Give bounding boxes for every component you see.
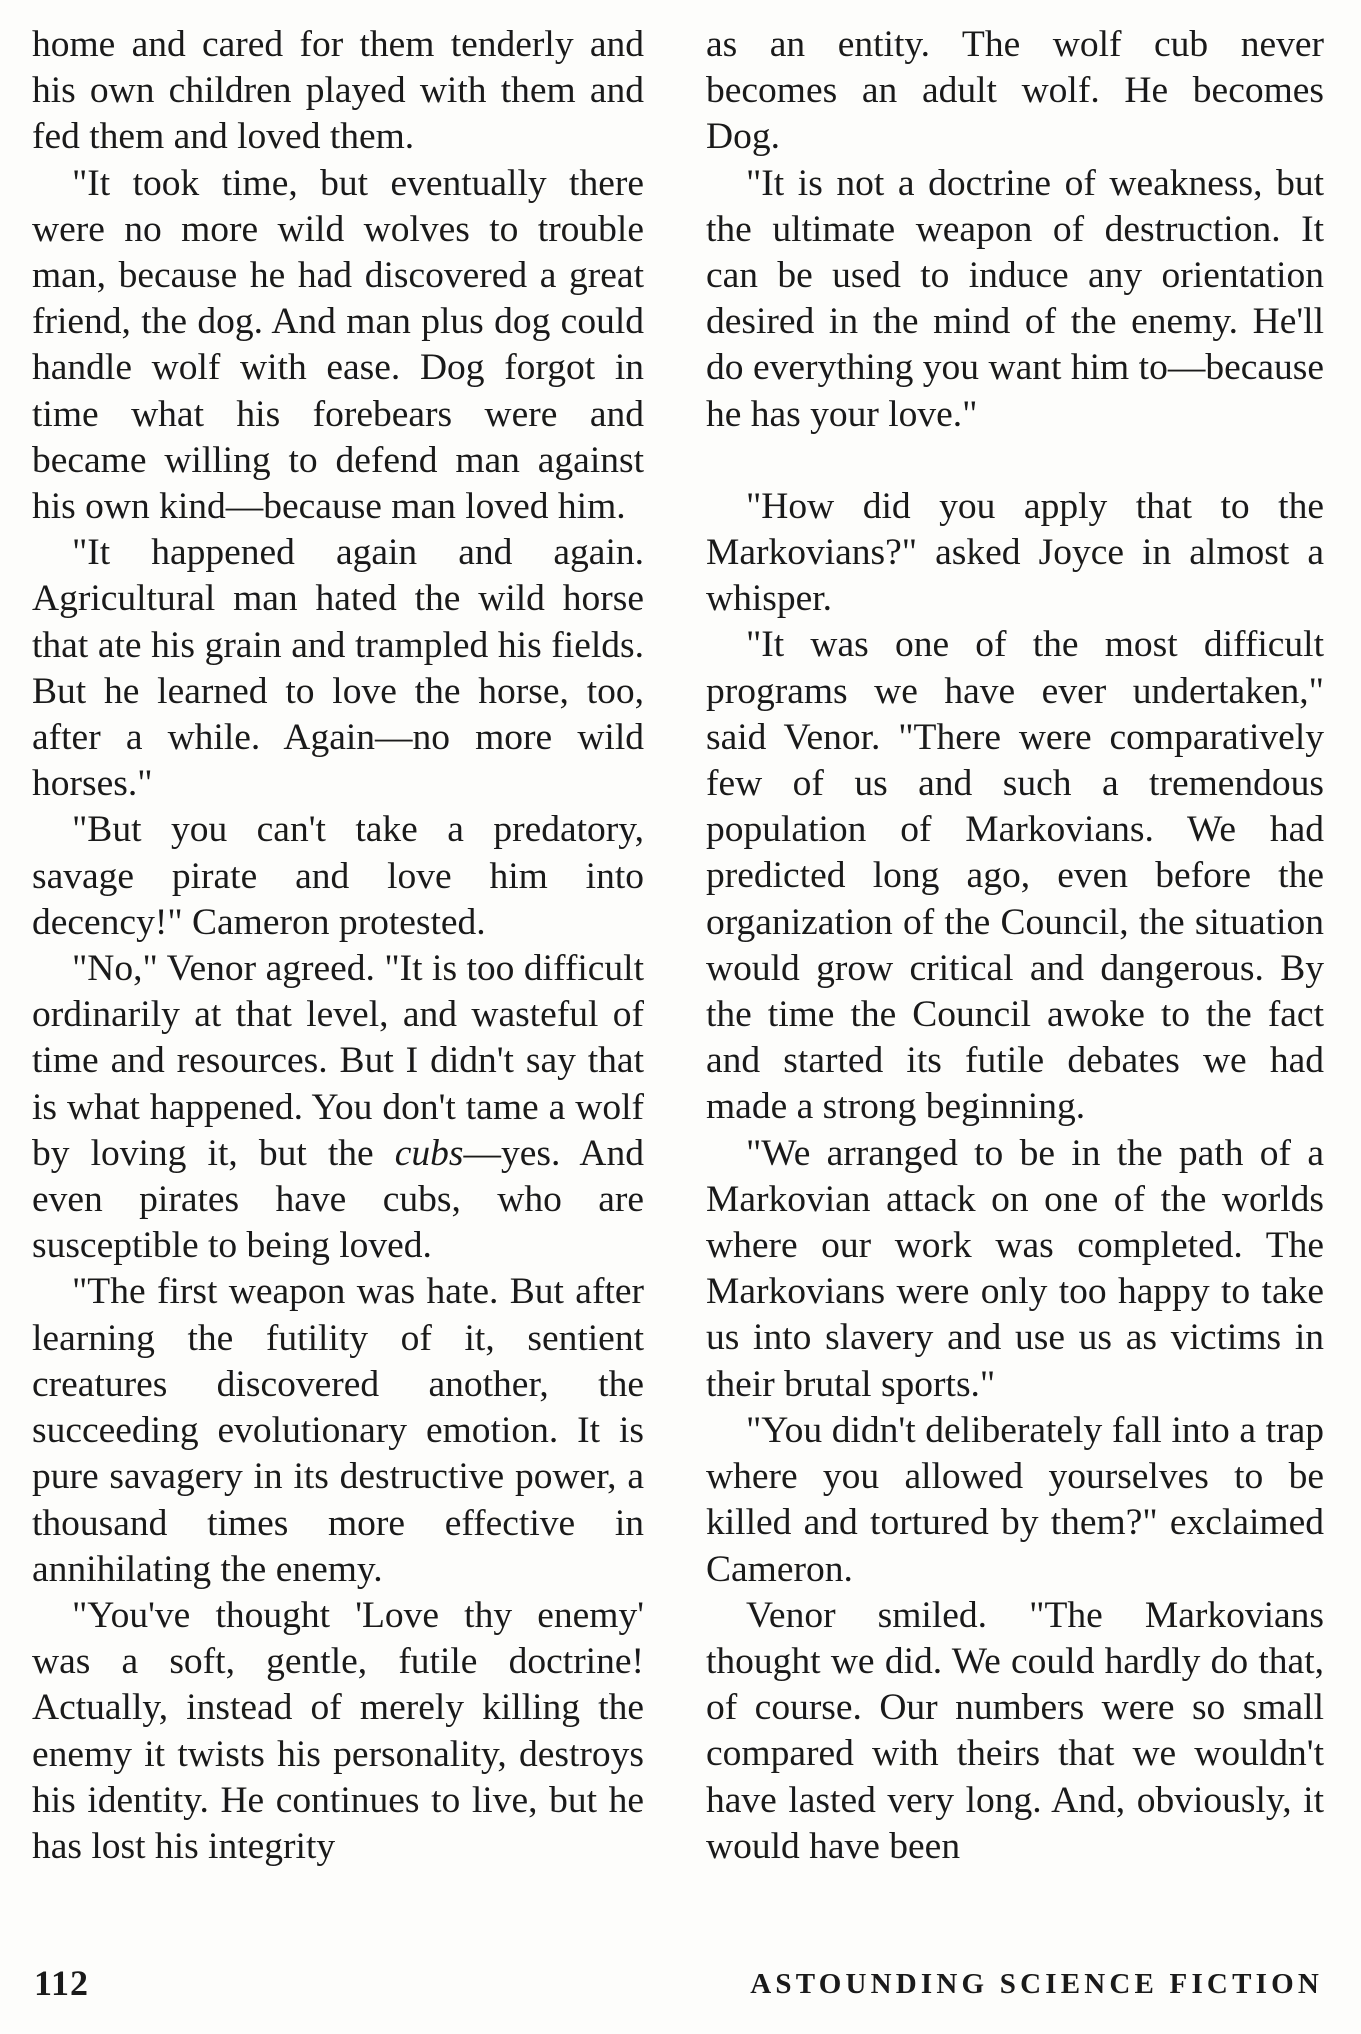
paragraph: "You've thought 'Love thy enemy' was a soft, gentle, futile doctrine! Actually, instead of merely killing the enemy it twists his personality, destroys his identity. He continues to live, but he has lost his integrity bbox=[32, 1594, 644, 1867]
italic-emphasis: cubs bbox=[394, 1132, 464, 1174]
right-column bbox=[706, 22, 1324, 1870]
paragraph: "The first weapon was hate. But after learning the futility of it, sentient creatures discovered another, the succeeding evolutionary emotion. It is pure savagery in its destructive power, a thousand times more effective in annihilating the enemy. bbox=[32, 1271, 644, 1590]
paragraph: "But you can't take a predatory, savage pirate and love him into decency!" Cameron protested. bbox=[32, 809, 644, 943]
running-head: ASTOUNDING SCIENCE FICTION bbox=[750, 1968, 1323, 2000]
paragraph bbox=[32, 946, 644, 1269]
paragraph: "We arranged to be in the path of a Markovian attack on one of the worlds where our work was completed. The Markovians were only too happy to take us into slavery and use us as victims in their brutal sports." bbox=[706, 1132, 1324, 1405]
paragraph: "How did you apply that to the Markovians?" asked Joyce in almost a whisper. bbox=[706, 485, 1324, 620]
paragraph: "It is not a doctrine of weakness, but the ultimate weapon of destruction. It can be used to induce any orientation desired in the mind of the enemy. He'll do everything you want him to—because he has your love." bbox=[706, 162, 1324, 435]
paragraph: "You didn't deliberately fall into a trap where you allowed yourselves to be killed and tortured by them?" exclaimed Cameron. bbox=[706, 1409, 1324, 1590]
paragraph: Venor smiled. "The Markovians thought we did. We could hardly do that, of course. Our numbers were so small compared with theirs that we wouldn't have lasted very long. And, obviously, it would have been bbox=[706, 1594, 1324, 1867]
paragraph: "It took time, but eventually there were no more wild wolves to trouble man, because he had discovered a great friend, the dog. And man plus dog could handle wolf with ease. Dog forgot in time what his forebears were and became willing to defend man against his own kind—because man loved him. bbox=[32, 162, 644, 528]
left-column bbox=[32, 22, 644, 1870]
paragraph: "It was one of the most difficult programs we have ever undertaken," said Venor. "There were comparatively few of us and such a tremendous population of Markovians. We had predicted long ago, even before the organization of the Council, the situation would grow critical and dangerous. By the time the Council awoke to the fact and started its futile debates we had made a strong beginning. bbox=[706, 624, 1324, 1128]
paragraph-text: —yes. And even pirates have cubs, who are susceptible to being loved. bbox=[32, 1132, 644, 1267]
paragraph-text: "No," Venor agreed. "It is too difficult ordinarily at that level, and wasteful of time and resources. But I didn't say that is what happened. You don't tame a wolf by loving it, but the bbox=[32, 948, 644, 1174]
paragraph: as an entity. The wolf cub never becomes an adult wolf. He becomes Dog. bbox=[706, 24, 1324, 158]
paragraph: home and cared for them tenderly and his own children played with them and fed them and loved them. bbox=[32, 24, 644, 158]
paragraph: "It happened again and again. Agricultural man hated the wild horse that ate his grain and trampled his fields. But he learned to love the horse, too, after a while. Again—no more wild horses." bbox=[32, 532, 644, 805]
page-number: 112 bbox=[34, 1963, 90, 2003]
